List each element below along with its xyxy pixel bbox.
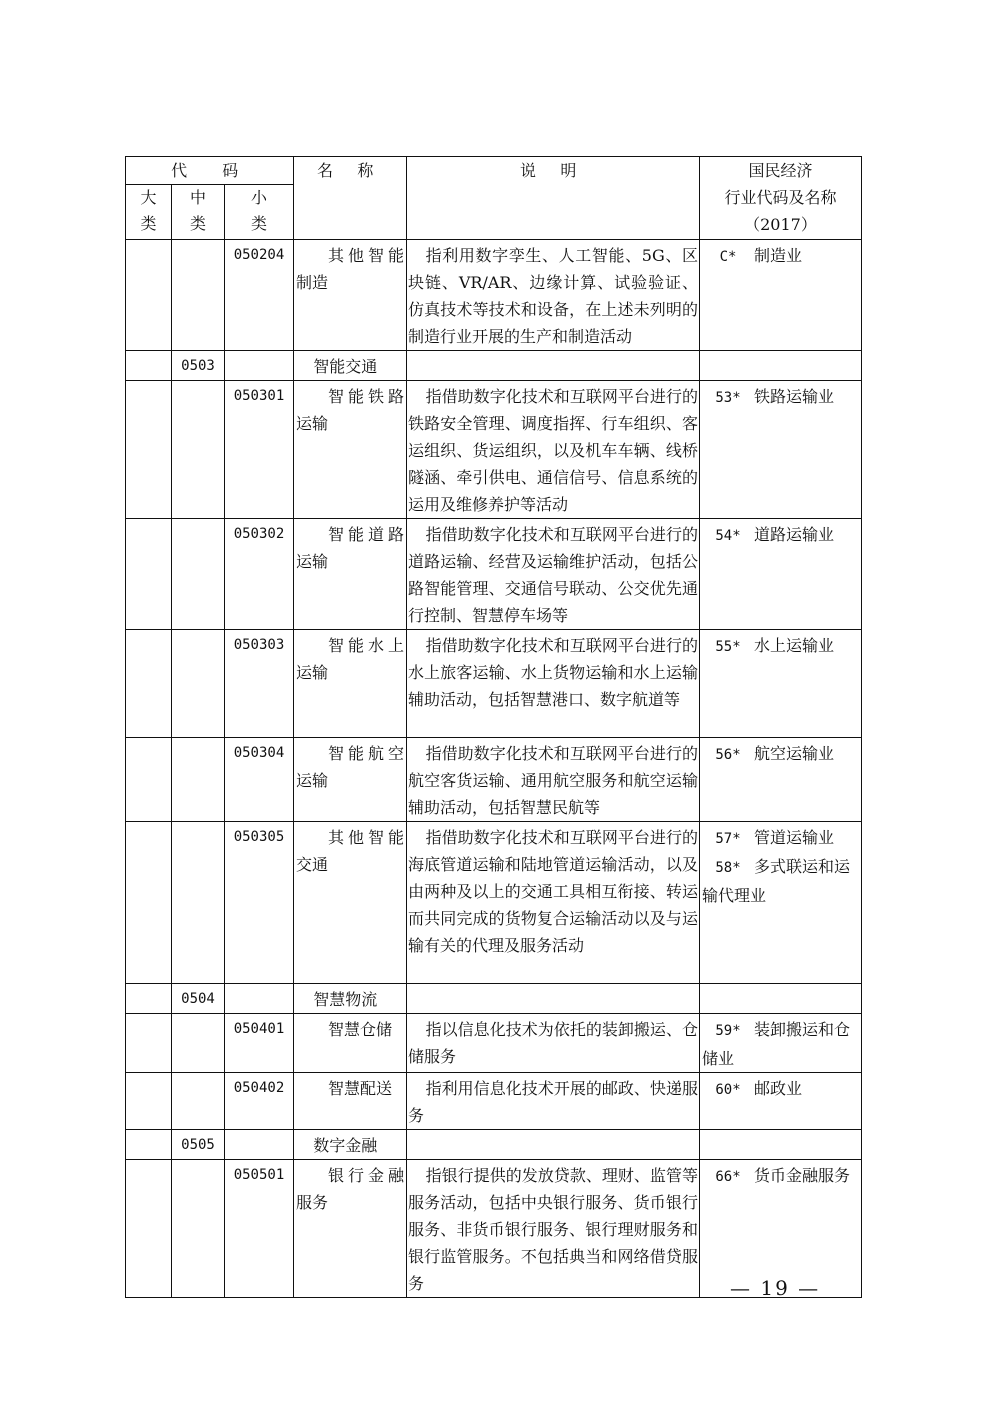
mid-category-cell: [172, 1073, 225, 1130]
industry-name: 装卸搬运和仓储业: [702, 1020, 851, 1068]
industry-code: 60*: [715, 1082, 741, 1098]
industry-code: 54*: [715, 528, 741, 544]
big-category-cell: [126, 822, 172, 984]
name-cell: [294, 822, 407, 984]
mid-category-cell: [172, 1160, 225, 1298]
table-row: [126, 240, 862, 351]
industry-name: 货币金融服务: [754, 1166, 851, 1185]
item-code: 050303: [233, 637, 285, 653]
name-cell: [294, 1073, 407, 1130]
item-name: 智能航空运输: [296, 744, 404, 790]
item-description: 指借助数字化技术和互联网平台进行的铁路安全管理、调度指挥、行车组织、客运组织、货运组织，以及机车车辆、线桥隧涵、牵引供电、通信信号、信息系统的运用及维修养护等活动: [408, 387, 698, 514]
industry-cell: [700, 240, 862, 351]
group-code: 0503: [181, 358, 215, 374]
industry-cell: [700, 1130, 862, 1160]
industry-code: 59*: [715, 1023, 741, 1039]
industry-name: 邮政业: [754, 1079, 803, 1098]
name-cell: [294, 1160, 407, 1298]
big-category-cell: [126, 738, 172, 822]
item-name: 智慧仓储: [328, 1020, 393, 1039]
name-cell: [294, 519, 407, 630]
table-row: [126, 738, 862, 822]
big-category-cell: [126, 1130, 172, 1160]
small-category-cell: [225, 738, 294, 822]
item-code: 050402: [233, 1080, 285, 1096]
industry-name: 铁路运输业: [754, 387, 835, 406]
small-category-cell: [225, 984, 294, 1014]
header-desc: 说 明: [407, 157, 700, 240]
industry-cell: [700, 381, 862, 519]
industry-entry: [702, 1016, 859, 1072]
industry-cell: [700, 822, 862, 984]
group-name: 智能交通: [313, 357, 378, 376]
name-cell: [294, 1130, 407, 1160]
table-row: [126, 381, 862, 519]
item-name: 银行金融服务: [296, 1166, 404, 1212]
big-category-cell: [126, 1160, 172, 1298]
item-name: 智能水上运输: [296, 636, 404, 682]
group-row: [126, 984, 862, 1014]
header-name: 名 称: [294, 157, 407, 240]
industry-name: 航空运输业: [754, 744, 835, 763]
item-code: 050304: [233, 745, 285, 761]
industry-cell: [700, 1014, 862, 1073]
item-description: 指银行提供的发放贷款、理财、监管等服务活动，包括中央银行服务、货币银行服务、非货币银行服务、银行理财服务和银行监管服务。不包括典当和网络借贷服务: [408, 1166, 698, 1293]
header-small-category: 小类: [225, 185, 294, 240]
header-industry-line2: 行业代码及名称: [724, 188, 837, 207]
desc-cell: [407, 1130, 700, 1160]
page-number: — 19 —: [730, 1276, 821, 1300]
industry-code: 57*: [715, 831, 741, 847]
item-code: 050204: [233, 247, 285, 263]
name-cell: [294, 351, 407, 381]
item-name: 智能铁路运输: [296, 387, 404, 433]
item-code: 050501: [233, 1167, 285, 1183]
item-description: 指利用信息化技术开展的邮政、快递服务: [408, 1079, 698, 1125]
desc-cell: [407, 822, 700, 984]
desc-cell: [407, 1014, 700, 1073]
small-category-cell: [225, 1130, 294, 1160]
big-category-cell: [126, 381, 172, 519]
item-name: 其他智能交通: [296, 828, 404, 874]
industry-code: 58*: [715, 860, 741, 876]
desc-cell: [407, 351, 700, 381]
industry-name: 制造业: [754, 246, 803, 265]
desc-cell: [407, 630, 700, 738]
item-description: 指借助数字化技术和互联网平台进行的海底管道运输和陆地管道运输活动，以及由两种及以上的交通工具相互衔接、转运而共同完成的货物复合运输活动以及与运输有关的代理及服务活动: [408, 828, 698, 955]
table-row: [126, 630, 862, 738]
desc-cell: [407, 1160, 700, 1298]
header-code: 代 码: [126, 157, 294, 185]
industry-name: 管道运输业: [754, 828, 835, 847]
group-row: [126, 351, 862, 381]
small-category-cell: [225, 1160, 294, 1298]
header-industry: [700, 157, 862, 240]
small-category-cell: [225, 1014, 294, 1073]
item-name: 智慧配送: [328, 1079, 393, 1098]
big-category-cell: [126, 1014, 172, 1073]
item-code: 050302: [233, 526, 285, 542]
name-cell: [294, 381, 407, 519]
table-row: [126, 822, 862, 984]
name-cell: [294, 738, 407, 822]
industry-entry: [702, 383, 859, 412]
name-cell: [294, 1014, 407, 1073]
big-category-cell: [126, 1073, 172, 1130]
mid-category-cell: [172, 738, 225, 822]
mid-category-cell: [172, 519, 225, 630]
group-code: 0505: [181, 1137, 215, 1153]
small-category-cell: [225, 822, 294, 984]
mid-category-cell: [172, 351, 225, 381]
industry-cell: [700, 630, 862, 738]
industry-cell: [700, 519, 862, 630]
mid-category-cell: [172, 240, 225, 351]
industry-entry: [702, 242, 859, 271]
name-cell: [294, 630, 407, 738]
small-category-cell: [225, 381, 294, 519]
table-row: [126, 1014, 862, 1073]
classification-table: [125, 156, 862, 1298]
desc-cell: [407, 738, 700, 822]
industry-entry: [702, 853, 859, 909]
big-category-cell: [126, 351, 172, 381]
industry-entry: [702, 1075, 859, 1104]
desc-cell: [407, 519, 700, 630]
industry-name: 道路运输业: [754, 525, 835, 544]
desc-cell: [407, 984, 700, 1014]
group-name: 数字金融: [313, 1136, 378, 1155]
group-row: [126, 1130, 862, 1160]
group-name: 智慧物流: [313, 990, 378, 1009]
item-name: 智能道路运输: [296, 525, 404, 571]
mid-category-cell: [172, 381, 225, 519]
desc-cell: [407, 381, 700, 519]
desc-cell: [407, 240, 700, 351]
group-code: 0504: [181, 991, 215, 1007]
industry-entry: [702, 1162, 859, 1191]
industry-name: 多式联运和运输代理业: [702, 857, 851, 905]
name-cell: [294, 240, 407, 351]
item-code: 050401: [233, 1021, 285, 1037]
industry-code: 55*: [715, 639, 741, 655]
big-category-cell: [126, 984, 172, 1014]
item-code: 050301: [233, 388, 285, 404]
industry-entry: [702, 632, 859, 661]
item-description: 指借助数字化技术和互联网平台进行的水上旅客运输、水上货物运输和水上运输辅助活动，包括智慧港口、数字航道等: [408, 636, 698, 709]
industry-code: C*: [719, 249, 737, 265]
big-category-cell: [126, 630, 172, 738]
small-category-cell: [225, 519, 294, 630]
header-big-category: 大类: [126, 185, 172, 240]
big-category-cell: [126, 519, 172, 630]
mid-category-cell: [172, 822, 225, 984]
industry-entry: [702, 740, 859, 769]
table-row: [126, 1073, 862, 1130]
industry-entry: [702, 521, 859, 550]
industry-cell: [700, 351, 862, 381]
item-description: 指借助数字化技术和互联网平台进行的道路运输、经营及运输维护活动，包括公路智能管理、交通信号联动、公交优先通行控制、智慧停车场等: [408, 525, 698, 625]
industry-code: 66*: [715, 1169, 741, 1185]
header-industry-line1: 国民经济: [748, 161, 813, 180]
desc-cell: [407, 1073, 700, 1130]
mid-category-cell: [172, 1014, 225, 1073]
item-code: 050305: [233, 829, 285, 845]
industry-entry: [702, 824, 859, 853]
mid-category-cell: [172, 630, 225, 738]
industry-cell: [700, 738, 862, 822]
industry-code: 53*: [715, 390, 741, 406]
industry-code: 56*: [715, 747, 741, 763]
industry-name: 水上运输业: [754, 636, 835, 655]
small-category-cell: [225, 240, 294, 351]
name-cell: [294, 984, 407, 1014]
mid-category-cell: [172, 984, 225, 1014]
item-description: 指利用数字孪生、人工智能、5G、区块链、VR/AR、边缘计算、试验验证、仿真技术等技术和设备，在上述未列明的制造行业开展的生产和制造活动: [408, 246, 698, 346]
small-category-cell: [225, 630, 294, 738]
header-mid-category: 中类: [172, 185, 225, 240]
item-name: 其他智能制造: [296, 246, 404, 292]
small-category-cell: [225, 1073, 294, 1130]
small-category-cell: [225, 351, 294, 381]
mid-category-cell: [172, 1130, 225, 1160]
industry-cell: [700, 1073, 862, 1130]
item-description: 指借助数字化技术和互联网平台进行的航空客货运输、通用航空服务和航空运输辅助活动，包括智慧民航等: [408, 744, 698, 817]
industry-cell: [700, 984, 862, 1014]
table-row: [126, 519, 862, 630]
big-category-cell: [126, 240, 172, 351]
item-description: 指以信息化技术为依托的装卸搬运、仓储服务: [408, 1020, 698, 1066]
header-industry-line3: （2017）: [744, 215, 817, 234]
